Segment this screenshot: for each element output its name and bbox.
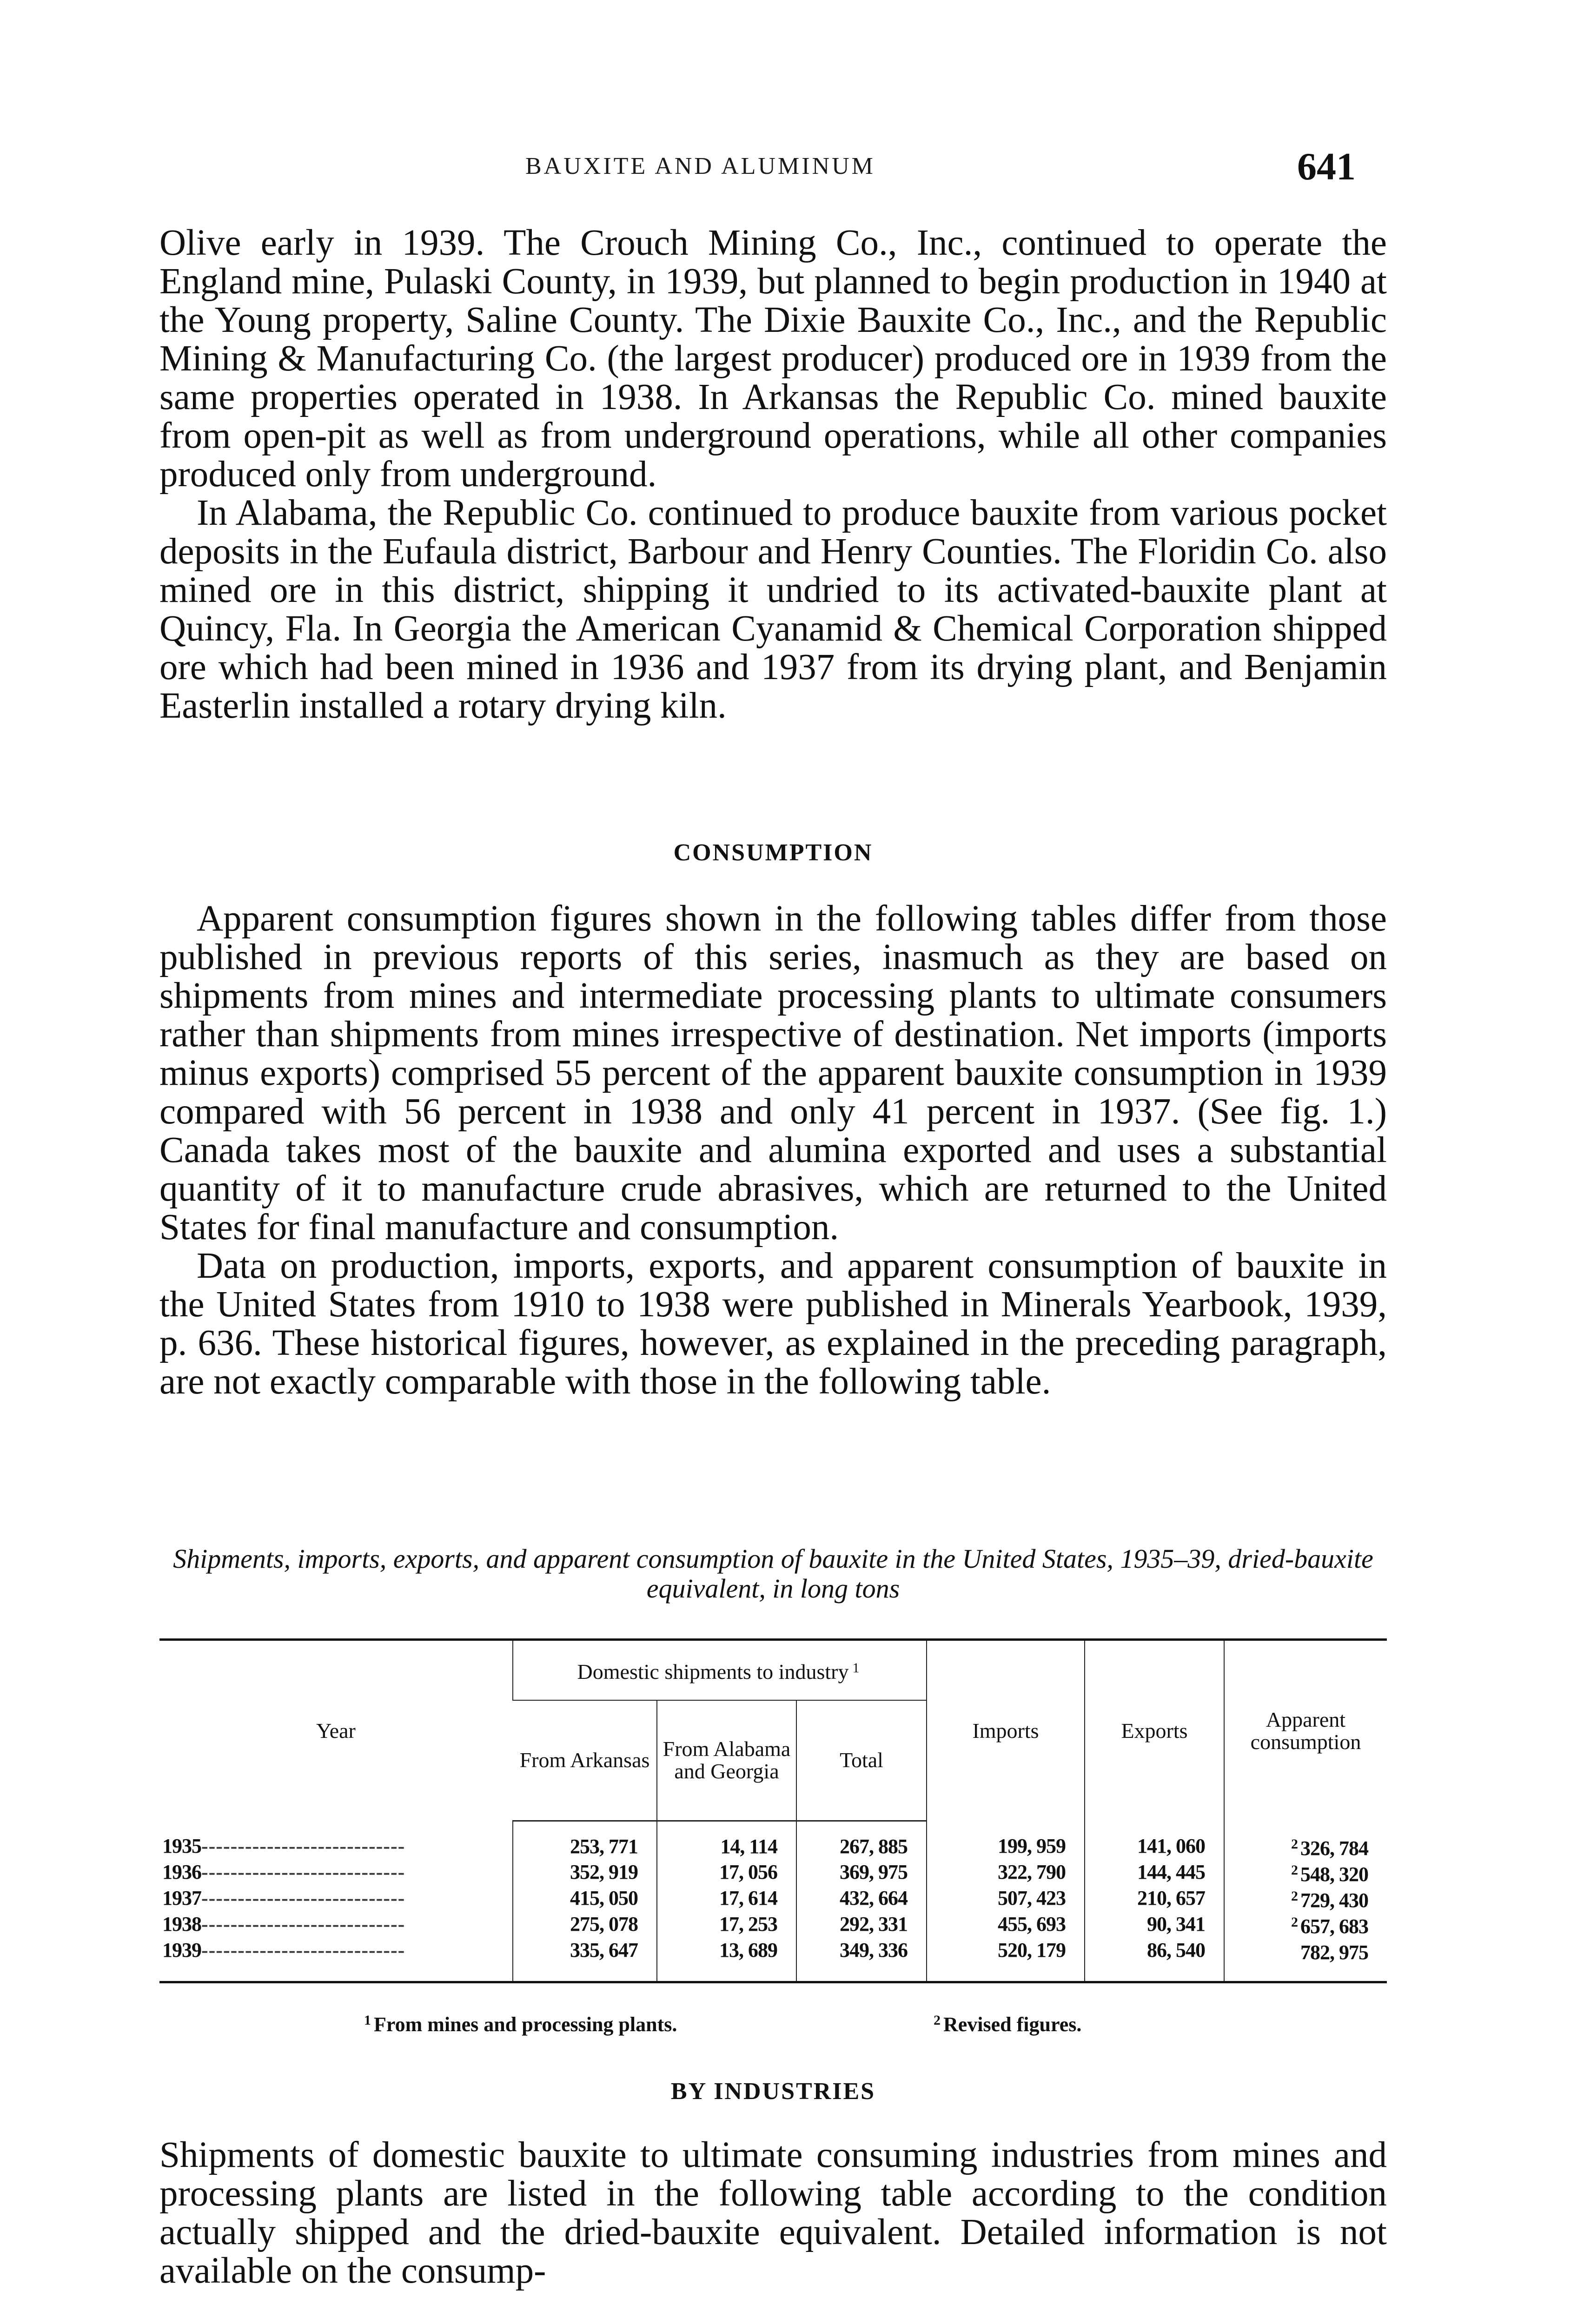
cell-from-alabama-georgia: 17, 614 xyxy=(657,1885,796,1911)
col-header-from-alabama-georgia: From Alabama and Georgia xyxy=(657,1700,796,1821)
cell-from-arkansas: 352, 919 xyxy=(513,1859,657,1885)
cell-year: 1937---------------------------- xyxy=(162,1887,405,1909)
cell-imports: 455, 693 xyxy=(927,1911,1085,1937)
cell-apparent: $^2$ 326, 784 xyxy=(1224,1821,1387,1859)
cell-apparent: $^2$ 729, 430 xyxy=(1224,1885,1387,1911)
page-number: 641 xyxy=(1297,145,1356,188)
col-header-total: Total xyxy=(796,1700,927,1821)
body-text-top xyxy=(159,224,1387,725)
footnote-1: $^1$ From mines and processing plants. xyxy=(364,2013,677,2036)
col-header-domestic-group: Domestic shipments to industry $^1$ xyxy=(513,1640,927,1700)
running-title: BAUXITE AND ALUMINUM xyxy=(525,153,875,179)
cell-year: 1935---------------------------- xyxy=(162,1835,405,1857)
cell-imports: 507, 423 xyxy=(927,1885,1085,1911)
cell-from-alabama-georgia: 13, 689 xyxy=(657,1937,796,1982)
col-header-apparent: Apparent consumption xyxy=(1224,1640,1387,1821)
section-heading-by-industries: BY INDUSTRIES xyxy=(670,2078,876,2105)
data-table xyxy=(159,1638,1387,1983)
table-footnotes xyxy=(159,2013,1387,2040)
cell-year: 1939---------------------------- xyxy=(159,1937,513,1982)
cell-total: 292, 331 xyxy=(796,1911,927,1937)
cell-apparent: 782, 975 xyxy=(1224,1937,1387,1982)
body-text-by-industries xyxy=(159,2136,1387,2290)
section-heading-consumption: CONSUMPTION xyxy=(673,839,873,866)
paragraph-1: Olive early in 1939. The Crouch Mining Co., Inc., continued to operate the England mine, Pulaski County, in 1939, but planned to begin production in 1940 at the Young property, Saline County. The Dixie Bauxite Co., Inc., and the Republic Mining & Manufacturing Co. (the largest producer) produced ore in 1939 from the same properties operated in 1938. In Arkansas the Republic Co. mined bauxite from open-pit as well as from underground operations, while all other companies produced only from underground. xyxy=(159,223,1387,495)
cell-imports: 520, 179 xyxy=(927,1937,1085,1982)
cell-from-arkansas: 415, 050 xyxy=(513,1885,657,1911)
col-header-from-arkansas: From Arkansas xyxy=(513,1700,657,1821)
cell-apparent: $^2$ 657, 683 xyxy=(1224,1911,1387,1937)
table-row xyxy=(159,1821,1387,1859)
cell-year: 1938---------------------------- xyxy=(162,1913,405,1935)
cell-year: 1936---------------------------- xyxy=(162,1861,405,1883)
cell-apparent: $^2$ 548, 320 xyxy=(1224,1859,1387,1885)
col-header-exports: Exports xyxy=(1085,1640,1224,1821)
paragraph-3: Apparent consumption figures shown in the following tables differ from those published in previous reports of this series, inasmuch as they are based on shipments from mines and intermediate processing plants to ultimate consumers rather than shipments from mines irrespective of destination. Net imports (imports minus exports) comprised 55 percent of the apparent bauxite consumption in 1939 compared with 56 percent in 1938 and only 41 percent in 1937. (See fig. 1.) Canada takes most of the bauxite and alumina exported and uses a substantial quantity of it to manufacture crude abrasives, which are returned to the United States for final manufacture and consumption. xyxy=(159,898,1387,1248)
cell-from-arkansas: 253, 771 xyxy=(513,1821,657,1859)
cell-total: 349, 336 xyxy=(796,1937,927,1982)
cell-from-alabama-georgia: 14, 114 xyxy=(657,1821,796,1859)
cell-exports: 90, 341 xyxy=(1085,1911,1224,1937)
paragraph-4: Data on production, imports, exports, and apparent consumption of bauxite in the United States from 1910 to 1938 were published in Minerals Yearbook, 1939, p. 636. These historical figures, however, as explained in the preceding paragraph, are not exactly comparable with those in the following table. xyxy=(159,1246,1387,1402)
cell-exports: 210, 657 xyxy=(1085,1885,1224,1911)
paragraph-2: In Alabama, the Republic Co. continued to produce bauxite from various pocket deposits in the Eufaula district, Barbour and Henry Counties. The Floridin Co. also mined ore in this district, shipping it undried to its activated-bauxite plant at Quincy, Fla. In Georgia the American Cyanamid & Chemical Corporation shipped ore which had been mined in 1936 and 1937 from its drying plant, and Benjamin Easterlin installed a rotary drying kiln. xyxy=(159,493,1387,726)
cell-from-alabama-georgia: 17, 253 xyxy=(657,1911,796,1937)
table-row xyxy=(159,1937,1387,1982)
cell-total: 267, 885 xyxy=(796,1821,927,1859)
cell-total: 369, 975 xyxy=(796,1859,927,1885)
cell-exports: 86, 540 xyxy=(1085,1937,1224,1982)
cell-exports: 144, 445 xyxy=(1085,1859,1224,1885)
running-head xyxy=(0,145,1577,194)
cell-imports: 199, 959 xyxy=(927,1821,1085,1859)
col-header-imports: Imports xyxy=(927,1640,1085,1821)
footnote-mark: 1 xyxy=(852,1660,860,1676)
cell-imports: 322, 790 xyxy=(927,1859,1085,1885)
table-title: Shipments, imports, exports, and apparent consumption of bauxite in the United States, 1935–39, dried-bauxite equivalent, in long tons xyxy=(173,1544,1373,1604)
footnote-2: $^2$ Revised figures. xyxy=(934,2013,1082,2036)
table-row xyxy=(159,1859,1387,1885)
cell-from-arkansas: 275, 078 xyxy=(513,1911,657,1937)
cell-from-arkansas: 335, 647 xyxy=(513,1937,657,1982)
table-row xyxy=(159,1885,1387,1911)
table-header-row-1 xyxy=(159,1640,1387,1700)
col-header-year: Year xyxy=(159,1640,513,1821)
paragraph-5: Shipments of domestic bauxite to ultimate consuming industries from mines and processing plants are listed in the following table according to the condition actually shipped and the dried-bauxite equivalent. Detailed information is not available on the consump- xyxy=(159,2135,1387,2291)
body-text-consumption xyxy=(159,899,1387,1401)
table-row xyxy=(159,1911,1387,1937)
cell-total: 432, 664 xyxy=(796,1885,927,1911)
cell-from-alabama-georgia: 17, 056 xyxy=(657,1859,796,1885)
cell-exports: 141, 060 xyxy=(1085,1821,1224,1859)
